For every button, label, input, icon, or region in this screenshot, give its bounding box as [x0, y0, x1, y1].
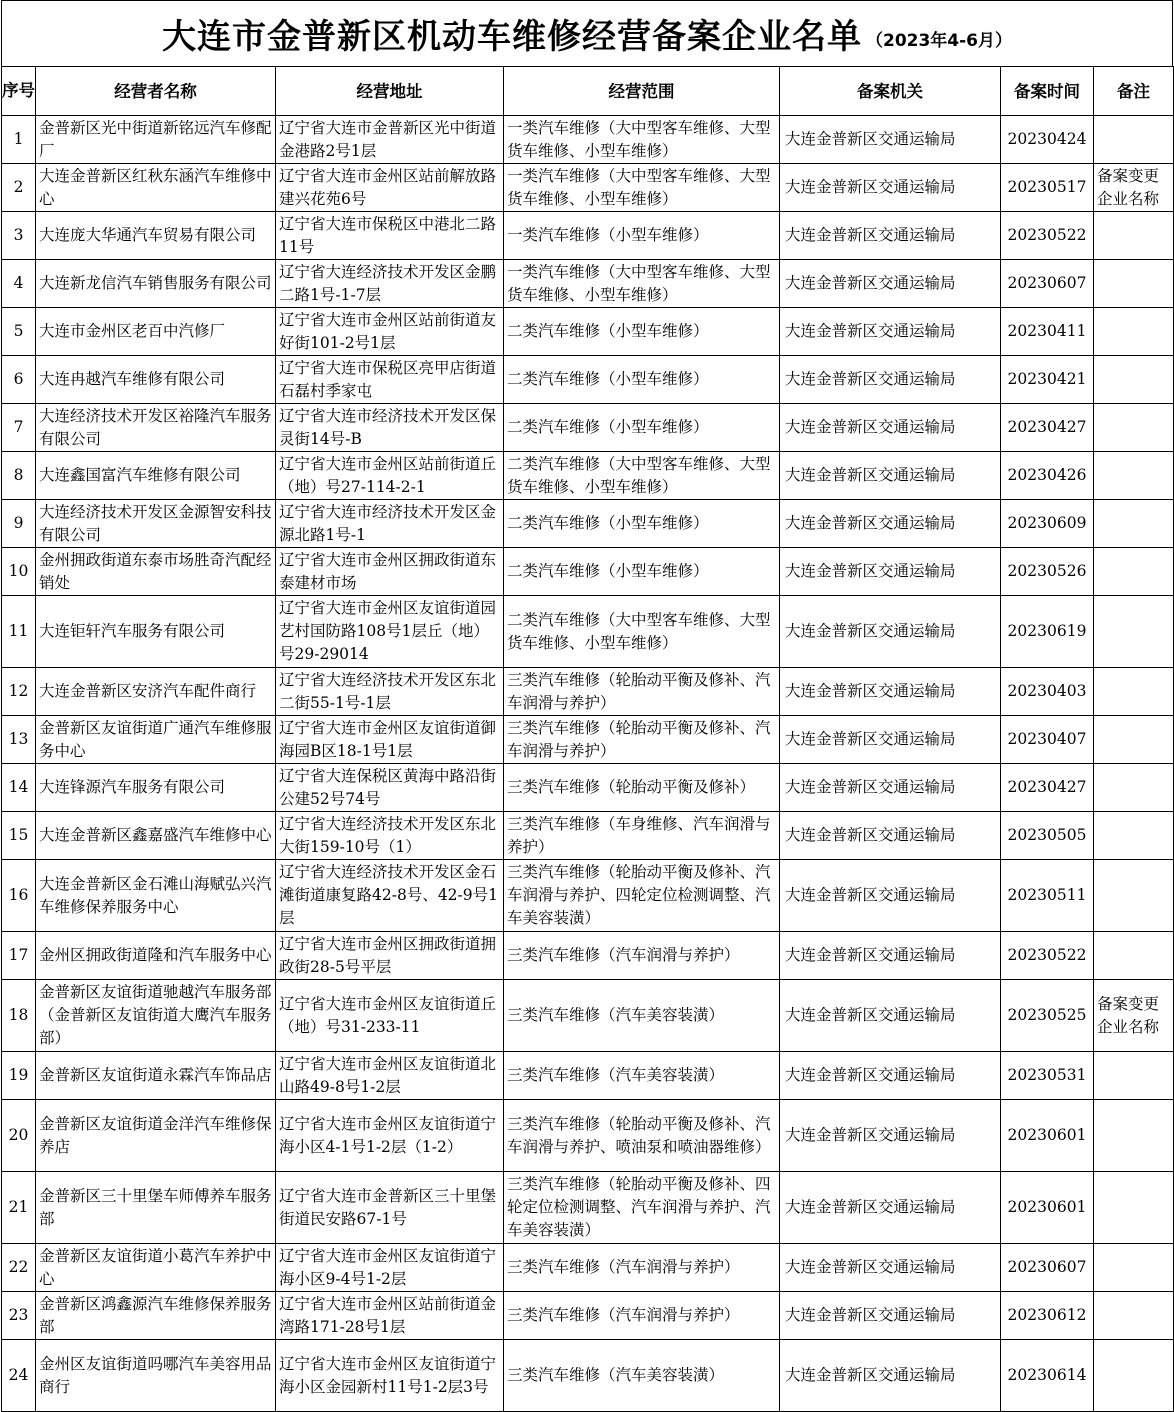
header-scope: 经营范围	[504, 67, 780, 116]
table-row	[2, 548, 1174, 596]
cell-address: 辽宁省大连经济技术开发区东北大街159-10号（1）	[276, 812, 504, 860]
cell-address: 辽宁省大连经济技术开发区金石滩街道康复路42-8号、42-9号1层	[276, 860, 504, 932]
cell-note: 备案变更企业名称	[1094, 980, 1174, 1052]
cell-name: 金普新区友谊街道广通汽车维修服务中心	[36, 716, 276, 764]
cell-authority: 大连金普新区交通运输局	[780, 164, 1001, 212]
cell-date: 20230427	[1001, 404, 1094, 452]
cell-address: 辽宁省大连市金州区友谊街道宁海小区9-4号1-2层	[276, 1244, 504, 1292]
cell-note	[1094, 764, 1174, 812]
cell-seq: 18	[2, 980, 36, 1052]
cell-date: 20230619	[1001, 596, 1094, 668]
cell-date: 20230421	[1001, 356, 1094, 404]
table-row	[2, 860, 1174, 932]
cell-scope: 三类汽车维修（轮胎动平衡及修补、汽车润滑与养护）	[504, 716, 780, 764]
cell-date: 20230607	[1001, 260, 1094, 308]
cell-date: 20230407	[1001, 716, 1094, 764]
table-row	[2, 1052, 1174, 1100]
cell-seq: 3	[2, 212, 36, 260]
cell-authority: 大连金普新区交通运输局	[780, 1244, 1001, 1292]
cell-address: 辽宁省大连市金州区友谊街道宁海小区金园新村11号1-2层3号	[276, 1340, 504, 1412]
cell-address: 辽宁省大连保税区黄海中路沿街公建52号74号	[276, 764, 504, 812]
cell-name: 大连冉越汽车维修有限公司	[36, 356, 276, 404]
cell-note	[1094, 812, 1174, 860]
cell-note	[1094, 932, 1174, 980]
cell-authority: 大连金普新区交通运输局	[780, 668, 1001, 716]
cell-authority: 大连金普新区交通运输局	[780, 500, 1001, 548]
cell-scope: 一类汽车维修（大中型客车维修、大型货车维修、小型车维修）	[504, 116, 780, 164]
cell-scope: 三类汽车维修（汽车美容装潢）	[504, 980, 780, 1052]
table-row	[2, 356, 1174, 404]
cell-seq: 5	[2, 308, 36, 356]
cell-seq: 8	[2, 452, 36, 500]
table-row	[2, 116, 1174, 164]
cell-scope: 三类汽车维修（轮胎动平衡及修补、汽车润滑与养护）	[504, 668, 780, 716]
cell-seq: 9	[2, 500, 36, 548]
cell-note	[1094, 404, 1174, 452]
table-row	[2, 1172, 1174, 1244]
cell-address: 辽宁省大连市金州区站前解放路建兴花苑6号	[276, 164, 504, 212]
cell-note	[1094, 308, 1174, 356]
cell-authority: 大连金普新区交通运输局	[780, 716, 1001, 764]
cell-date: 20230427	[1001, 764, 1094, 812]
table-row	[2, 164, 1174, 212]
cell-note	[1094, 596, 1174, 668]
cell-note	[1094, 1172, 1174, 1244]
cell-seq: 22	[2, 1244, 36, 1292]
cell-seq: 17	[2, 932, 36, 980]
header-note: 备注	[1094, 67, 1174, 116]
cell-address: 辽宁省大连市金州区友谊街道北山路49-8号1-2层	[276, 1052, 504, 1100]
cell-date: 20230601	[1001, 1100, 1094, 1172]
cell-note	[1094, 1052, 1174, 1100]
cell-name: 大连钜轩汽车服务有限公司	[36, 596, 276, 668]
cell-note	[1094, 1340, 1174, 1412]
cell-scope: 二类汽车维修（小型车维修）	[504, 404, 780, 452]
cell-date: 20230522	[1001, 932, 1094, 980]
cell-name: 金普新区三十里堡车师傅养车服务部	[36, 1172, 276, 1244]
cell-name: 大连鑫国富汽车维修有限公司	[36, 452, 276, 500]
cell-date: 20230531	[1001, 1052, 1094, 1100]
cell-seq: 7	[2, 404, 36, 452]
cell-address: 辽宁省大连市金州区拥政街道拥政街28-5号平层	[276, 932, 504, 980]
table-row	[2, 668, 1174, 716]
table-row	[2, 500, 1174, 548]
cell-date: 20230426	[1001, 452, 1094, 500]
cell-name: 大连市金州区老百中汽修厂	[36, 308, 276, 356]
cell-date: 20230609	[1001, 500, 1094, 548]
cell-date: 20230424	[1001, 116, 1094, 164]
header-authority: 备案机关	[780, 67, 1001, 116]
cell-authority: 大连金普新区交通运输局	[780, 1172, 1001, 1244]
registry-table	[1, 66, 1174, 1412]
cell-scope: 三类汽车维修（汽车美容装潢）	[504, 1052, 780, 1100]
table-row	[2, 308, 1174, 356]
cell-name: 大连金普新区金石滩山海赋弘兴汽车维修保养服务中心	[36, 860, 276, 932]
cell-address: 辽宁省大连市金州区站前街道金湾路171-28号1层	[276, 1292, 504, 1340]
cell-date: 20230612	[1001, 1292, 1094, 1340]
cell-note	[1094, 116, 1174, 164]
cell-date: 20230525	[1001, 980, 1094, 1052]
cell-address: 辽宁省大连市金州区站前街道丘（地）号27-114-2-1	[276, 452, 504, 500]
header-name: 经营者名称	[36, 67, 276, 116]
cell-date: 20230614	[1001, 1340, 1094, 1412]
cell-address: 辽宁省大连经济技术开发区金鹏二路1号-1-7层	[276, 260, 504, 308]
cell-scope: 一类汽车维修（小型车维修）	[504, 212, 780, 260]
cell-note	[1094, 452, 1174, 500]
cell-name: 大连金普新区安济汽车配件商行	[36, 668, 276, 716]
cell-scope: 三类汽车维修（汽车润滑与养护）	[504, 932, 780, 980]
cell-authority: 大连金普新区交通运输局	[780, 356, 1001, 404]
cell-authority: 大连金普新区交通运输局	[780, 596, 1001, 668]
cell-note	[1094, 1244, 1174, 1292]
cell-note	[1094, 212, 1174, 260]
cell-scope: 三类汽车维修（汽车美容装潢）	[504, 1340, 780, 1412]
cell-address: 辽宁省大连市金州区友谊街道宁海小区4-1号1-2层（1-2）	[276, 1100, 504, 1172]
table-row	[2, 1292, 1174, 1340]
cell-seq: 6	[2, 356, 36, 404]
cell-seq: 2	[2, 164, 36, 212]
cell-seq: 11	[2, 596, 36, 668]
header-address: 经营地址	[276, 67, 504, 116]
cell-name: 大连经济技术开发区金源智安科技有限公司	[36, 500, 276, 548]
cell-scope: 三类汽车维修（汽车润滑与养护）	[504, 1244, 780, 1292]
cell-note	[1094, 500, 1174, 548]
table-row	[2, 812, 1174, 860]
cell-seq: 19	[2, 1052, 36, 1100]
header-row	[2, 67, 1174, 116]
cell-authority: 大连金普新区交通运输局	[780, 452, 1001, 500]
cell-date: 20230403	[1001, 668, 1094, 716]
cell-seq: 16	[2, 860, 36, 932]
cell-authority: 大连金普新区交通运输局	[780, 764, 1001, 812]
cell-address: 辽宁省大连市金州区站前街道友好街101-2号1层	[276, 308, 504, 356]
document-title: 大连市金普新区机动车维修经营备案企业名单	[161, 17, 862, 57]
cell-name: 金普新区友谊街道永霖汽车饰品店	[36, 1052, 276, 1100]
cell-address: 辽宁省大连市金州区友谊街道丘（地）号31-233-11	[276, 980, 504, 1052]
cell-date: 20230526	[1001, 548, 1094, 596]
cell-authority: 大连金普新区交通运输局	[780, 1340, 1001, 1412]
cell-name: 金州拥政街道东泰市场胜奇汽配经销处	[36, 548, 276, 596]
table-row	[2, 452, 1174, 500]
cell-seq: 13	[2, 716, 36, 764]
cell-name: 金州区友谊街道吗哪汽车美容用品商行	[36, 1340, 276, 1412]
table-row	[2, 716, 1174, 764]
cell-address: 辽宁省大连市经济技术开发区保灵街14号-B	[276, 404, 504, 452]
cell-authority: 大连金普新区交通运输局	[780, 1292, 1001, 1340]
cell-seq: 10	[2, 548, 36, 596]
header-date: 备案时间	[1001, 67, 1094, 116]
cell-address: 辽宁省大连市金普新区三十里堡街道民安路67-1号	[276, 1172, 504, 1244]
cell-name: 金普新区友谊街道小葛汽车养护中心	[36, 1244, 276, 1292]
cell-address: 辽宁省大连市经济技术开发区金源北路1号-1	[276, 500, 504, 548]
cell-scope: 二类汽车维修（小型车维修）	[504, 356, 780, 404]
cell-authority: 大连金普新区交通运输局	[780, 116, 1001, 164]
cell-authority: 大连金普新区交通运输局	[780, 1052, 1001, 1100]
cell-name: 金州区拥政街道隆和汽车服务中心	[36, 932, 276, 980]
cell-authority: 大连金普新区交通运输局	[780, 212, 1001, 260]
cell-name: 金普新区友谊街道驰越汽车服务部（金普新区友谊街道大鹰汽车服务部）	[36, 980, 276, 1052]
header-seq: 序号	[2, 67, 36, 116]
table-row	[2, 404, 1174, 452]
cell-address: 辽宁省大连市保税区亮甲店街道石磊村季家屯	[276, 356, 504, 404]
cell-seq: 24	[2, 1340, 36, 1412]
cell-seq: 4	[2, 260, 36, 308]
table-row	[2, 596, 1174, 668]
cell-authority: 大连金普新区交通运输局	[780, 980, 1001, 1052]
table-row	[2, 260, 1174, 308]
cell-name: 大连锋源汽车服务有限公司	[36, 764, 276, 812]
cell-note: 备案变更企业名称	[1094, 164, 1174, 212]
cell-scope: 二类汽车维修（小型车维修）	[504, 548, 780, 596]
table-row	[2, 980, 1174, 1052]
cell-authority: 大连金普新区交通运输局	[780, 860, 1001, 932]
cell-note	[1094, 1292, 1174, 1340]
cell-seq: 12	[2, 668, 36, 716]
cell-date: 20230505	[1001, 812, 1094, 860]
cell-date: 20230411	[1001, 308, 1094, 356]
cell-note	[1094, 860, 1174, 932]
cell-scope: 三类汽车维修（汽车润滑与养护）	[504, 1292, 780, 1340]
table-row	[2, 212, 1174, 260]
table-row	[2, 1244, 1174, 1292]
cell-date: 20230601	[1001, 1172, 1094, 1244]
cell-name: 金普新区光中街道新铭远汽车修配厂	[36, 116, 276, 164]
cell-name: 大连金普新区鑫嘉盛汽车维修中心	[36, 812, 276, 860]
cell-scope: 二类汽车维修（小型车维修）	[504, 308, 780, 356]
cell-date: 20230522	[1001, 212, 1094, 260]
cell-authority: 大连金普新区交通运输局	[780, 404, 1001, 452]
cell-address: 辽宁省大连经济技术开发区东北二街55-1号-1层	[276, 668, 504, 716]
table-body	[2, 116, 1174, 1412]
table-row	[2, 932, 1174, 980]
cell-address: 辽宁省大连市金州区友谊街道园艺村国防路108号1层丘（地）号29-29014	[276, 596, 504, 668]
table-row	[2, 1100, 1174, 1172]
cell-authority: 大连金普新区交通运输局	[780, 548, 1001, 596]
cell-address: 辽宁省大连市保税区中港北二路11号	[276, 212, 504, 260]
cell-scope: 三类汽车维修（轮胎动平衡及修补、汽车润滑与养护、喷油泵和喷油器维修）	[504, 1100, 780, 1172]
cell-scope: 二类汽车维修（大中型客车维修、大型货车维修、小型车维修）	[504, 596, 780, 668]
cell-date: 20230607	[1001, 1244, 1094, 1292]
document-subtitle: （2023年4-6月）	[865, 31, 1013, 51]
cell-address: 辽宁省大连市金州区友谊街道御海园B区18-1号1层	[276, 716, 504, 764]
cell-seq: 21	[2, 1172, 36, 1244]
cell-note	[1094, 1100, 1174, 1172]
table-row	[2, 1340, 1174, 1412]
cell-note	[1094, 716, 1174, 764]
cell-note	[1094, 548, 1174, 596]
cell-authority: 大连金普新区交通运输局	[780, 308, 1001, 356]
cell-seq: 20	[2, 1100, 36, 1172]
cell-seq: 1	[2, 116, 36, 164]
title-row	[1, 0, 1173, 66]
cell-scope: 一类汽车维修（大中型客车维修、大型货车维修、小型车维修）	[504, 260, 780, 308]
cell-scope: 三类汽车维修（轮胎动平衡及修补、四轮定位检测调整、汽车润滑与养护、汽车美容装潢）	[504, 1172, 780, 1244]
cell-name: 大连庞大华通汽车贸易有限公司	[36, 212, 276, 260]
cell-scope: 一类汽车维修（大中型客车维修、大型货车维修、小型车维修）	[504, 164, 780, 212]
cell-authority: 大连金普新区交通运输局	[780, 1100, 1001, 1172]
cell-address: 辽宁省大连市金普新区光中街道金港路2号1层	[276, 116, 504, 164]
cell-date: 20230511	[1001, 860, 1094, 932]
cell-name: 大连金普新区红秋东涵汽车维修中心	[36, 164, 276, 212]
cell-name: 金普新区鸿鑫源汽车维修保养服务部	[36, 1292, 276, 1340]
cell-scope: 二类汽车维修（小型车维修）	[504, 500, 780, 548]
cell-name: 大连经济技术开发区裕隆汽车服务有限公司	[36, 404, 276, 452]
cell-seq: 15	[2, 812, 36, 860]
cell-date: 20230517	[1001, 164, 1094, 212]
cell-scope: 二类汽车维修（大中型客车维修、大型货车维修、小型车维修）	[504, 452, 780, 500]
cell-note	[1094, 668, 1174, 716]
cell-scope: 三类汽车维修（轮胎动平衡及修补、汽车润滑与养护、四轮定位检测调整、汽车美容装潢）	[504, 860, 780, 932]
cell-scope: 三类汽车维修（车身维修、汽车润滑与养护）	[504, 812, 780, 860]
cell-name: 大连新龙信汽车销售服务有限公司	[36, 260, 276, 308]
cell-authority: 大连金普新区交通运输局	[780, 812, 1001, 860]
table-row	[2, 764, 1174, 812]
cell-scope: 三类汽车维修（轮胎动平衡及修补）	[504, 764, 780, 812]
cell-authority: 大连金普新区交通运输局	[780, 260, 1001, 308]
cell-note	[1094, 356, 1174, 404]
cell-note	[1094, 260, 1174, 308]
cell-seq: 14	[2, 764, 36, 812]
cell-seq: 23	[2, 1292, 36, 1340]
cell-address: 辽宁省大连市金州区拥政街道东泰建材市场	[276, 548, 504, 596]
cell-name: 金普新区友谊街道金洋汽车维修保养店	[36, 1100, 276, 1172]
cell-authority: 大连金普新区交通运输局	[780, 932, 1001, 980]
